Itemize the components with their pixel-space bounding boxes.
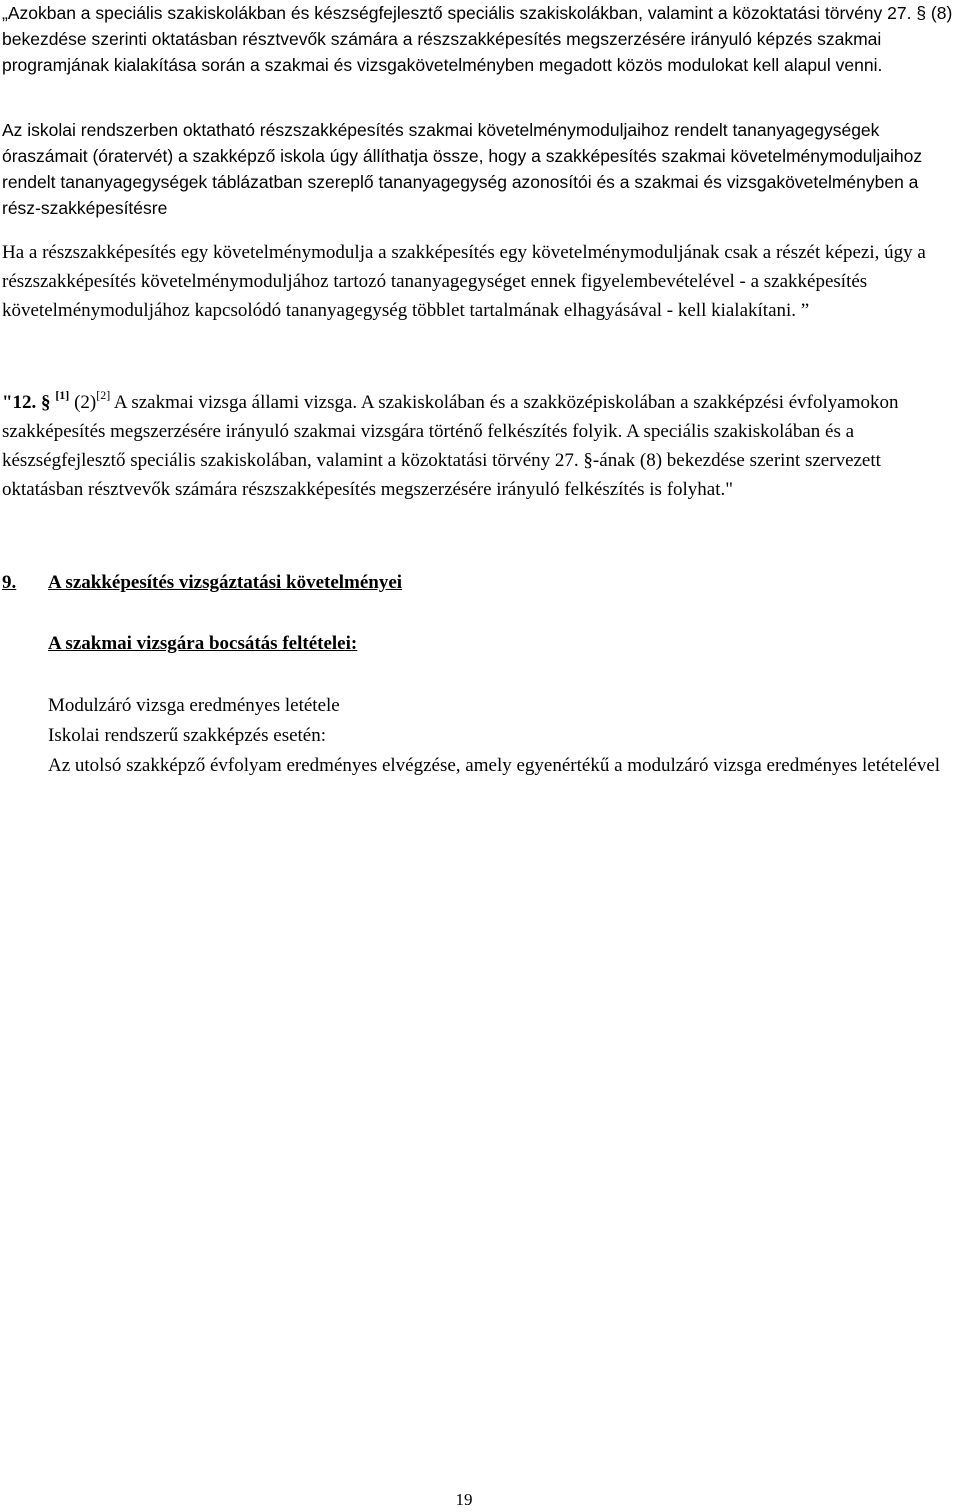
- footnote-ref-1[interactable]: [1]: [55, 388, 70, 402]
- paragraph-module-part: Ha a részszakképesítés egy követelménymodulja a szakképesítés egy követelménymoduljának csak a részét képezi, úgy a részszakképesítés követelménymoduljához tartozó tananyagegységet ennek figyelembevételével - a szakképesítés követelménymoduljához kapcsolódó tananyagegység többlet tartalmának elhagyásával - kell kialakítani. ”: [2, 242, 926, 321]
- heading-number: 9.: [2, 572, 17, 593]
- conditions-list: [48, 691, 948, 781]
- condition-item: Iskolai rendszerű szakképzés esetén:: [48, 725, 327, 746]
- heading-title: A szakképesítés vizsgáztatási követelményei: [48, 572, 403, 593]
- section-heading: [2, 568, 902, 597]
- condition-item: Modulzáró vizsga eredményes letétele: [48, 695, 340, 716]
- paragraph-section-12: [2, 388, 958, 504]
- section-number: "12. §: [2, 392, 51, 413]
- paragraph-label: (2): [74, 392, 97, 413]
- paragraph-school-system: Az iskolai rendszerben oktatható részszakképesítés szakmai követelménymoduljaihoz rendelt tananyagegységek óraszámait (óratervét) a szakképző iskola úgy állíthatja össze, hogy a szakképesítés szakmai követelménymoduljaihoz rendelt tananyagegységek táblázatban szereplő tananyagegység azonosítói és a szakmai és vizsgakövetelményben a rész-szakképesítésre: [2, 120, 923, 218]
- condition-item: Az utolsó szakképző évfolyam eredményes elvégzése, amely egyenértékű a modulzáró vizsga eredményes letételével: [48, 755, 941, 776]
- section-12-text: A szakmai vizsga állami vizsga. A szakiskolában és a szakközépiskolában a szakképzési évfolyamokon szakképesítés megszerzésére irányuló szakmai vizsgára történő felkészítés folyik. A speciális szakiskolában és a készségfejlesztő speciális szakiskolában, valamint a közoktatási törvény 27. §-ának (8) bekezdése szerint szervezett oktatásban résztvevők számára részszakképesítés megszerzésére irányuló felkészítés is folyhat.": [2, 392, 899, 500]
- page-number: 19: [455, 1490, 473, 1509]
- footnote-ref-2[interactable]: [2]: [96, 388, 111, 402]
- paragraph-special-schools: „Azokban a speciális szakiskolákban és készségfejlesztő speciális szakiskolákban, valamint a közoktatási törvény 27. § (8) bekezdése szerinti oktatásban résztvevők számára a részszakképesítés megszerzésére irányuló képzés szakmai programjának kialakítása során a szakmai és vizsgakövetelményben megadott közös modulokat kell alapul venni.: [2, 3, 953, 75]
- subheading-conditions: A szakmai vizsgára bocsátás feltételei:: [48, 633, 358, 654]
